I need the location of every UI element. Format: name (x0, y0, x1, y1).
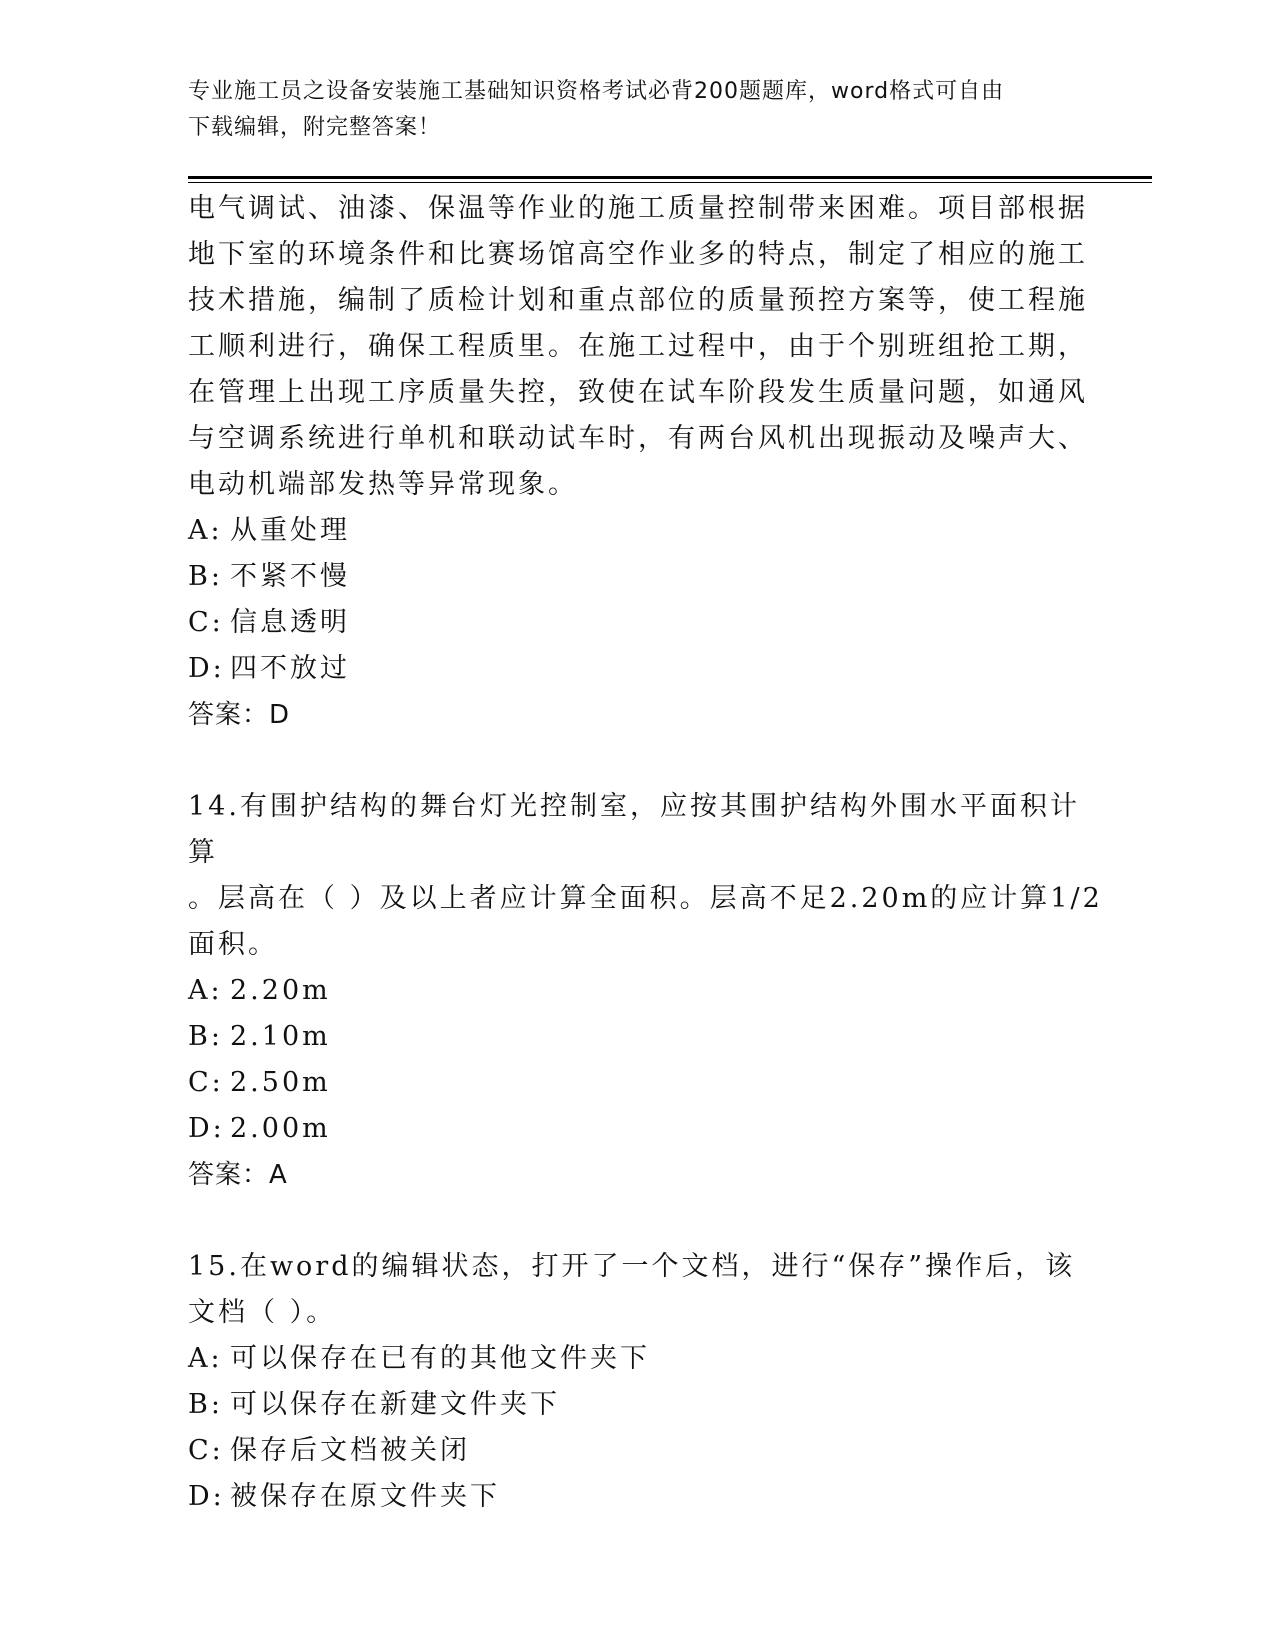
option-text: 可以保存在新建文件夹下 (230, 1389, 560, 1420)
option-a (188, 508, 1108, 554)
answer-line: 答案：A (188, 1160, 288, 1190)
option-text: 保存后文档被关闭 (230, 1435, 470, 1466)
option-text: 不紧不慢 (230, 561, 350, 592)
option-letter: C: (188, 1435, 224, 1466)
question-text-line: 在管理上出现工序质量失控，致使在试车阶段发生质量问题，如通风 (188, 377, 1088, 408)
question-text-line: 电动机端部发热等异常现象。 (188, 469, 578, 500)
option-text: 被保存在原文件夹下 (230, 1481, 500, 1512)
option-c (188, 1428, 1108, 1474)
option-text: 信息透明 (230, 607, 350, 638)
question-15 (188, 1244, 1108, 1520)
option-letter: D: (188, 1113, 225, 1144)
option-letter: A: (188, 515, 223, 546)
question-text-line: 面积。 (188, 929, 278, 960)
option-b (188, 1014, 1108, 1060)
option-a (188, 1336, 1108, 1382)
option-d (188, 1474, 1108, 1520)
option-letter: D: (188, 1481, 225, 1512)
option-b (188, 554, 1108, 600)
header-line-1: 专业施工员之设备安装施工基础知识资格考试必背200题题库，word格式可自由 (188, 79, 1005, 104)
option-d (188, 1106, 1108, 1152)
option-letter: D: (188, 653, 225, 684)
option-text: 从重处理 (230, 515, 350, 546)
question-text-line: 工顺利进行，确保工程质里。在施工过程中，由于个别班组抢工期， (188, 331, 1088, 362)
option-d (188, 646, 1108, 692)
option-letter: C: (188, 607, 224, 638)
option-letter: C: (188, 1067, 224, 1098)
option-letter: A: (188, 1343, 223, 1374)
question-spacer (188, 738, 1108, 784)
header-line-2: 下载编辑，附完整答案！ (188, 115, 442, 140)
option-text: 2.10m (230, 1021, 331, 1052)
option-b (188, 1382, 1108, 1428)
option-c (188, 1060, 1108, 1106)
option-text: 2.00m (230, 1113, 331, 1144)
document-body (188, 186, 1108, 1520)
question-text-line: 地下室的环境条件和比赛场馆高空作业多的特点，制定了相应的施工 (188, 239, 1088, 270)
option-text: 2.20m (230, 975, 331, 1006)
document-header (188, 74, 1088, 146)
header-rule-thick (188, 176, 1152, 179)
option-letter: B: (188, 1389, 223, 1420)
question-text-line: 。层高在（ ）及以上者应计算全面积。层高不足2.20m的应计算1/2 (188, 883, 1103, 914)
option-letter: A: (188, 975, 223, 1006)
question-text-line: 电气调试、油漆、保温等作业的施工质量控制带来困难。项目部根据 (188, 193, 1088, 224)
question-text-line: 与空调系统进行单机和联动试车时，有两台风机出现振动及噪声大、 (188, 423, 1088, 454)
option-c (188, 600, 1108, 646)
option-letter: B: (188, 1021, 223, 1052)
question-13 (188, 186, 1108, 738)
question-text-line: 文档（ ）。 (188, 1297, 337, 1328)
option-a (188, 968, 1108, 1014)
question-text-line: 技术措施，编制了质检计划和重点部位的质量预控方案等，使工程施 (188, 285, 1088, 316)
question-text-line: 14.有围护结构的舞台灯光控制室，应按其围护结构外围水平面积计算 (188, 791, 1080, 868)
option-text: 四不放过 (230, 653, 350, 684)
option-text: 2.50m (230, 1067, 331, 1098)
header-rule-thin (188, 182, 1152, 183)
option-letter: B: (188, 561, 223, 592)
question-spacer (188, 1198, 1108, 1244)
answer-line: 答案：D (188, 700, 291, 730)
option-text: 可以保存在已有的其他文件夹下 (230, 1343, 650, 1374)
question-text-line: 15.在word的编辑状态，打开了一个文档，进行“保存”操作后，该 (188, 1251, 1076, 1282)
question-14 (188, 784, 1108, 1198)
